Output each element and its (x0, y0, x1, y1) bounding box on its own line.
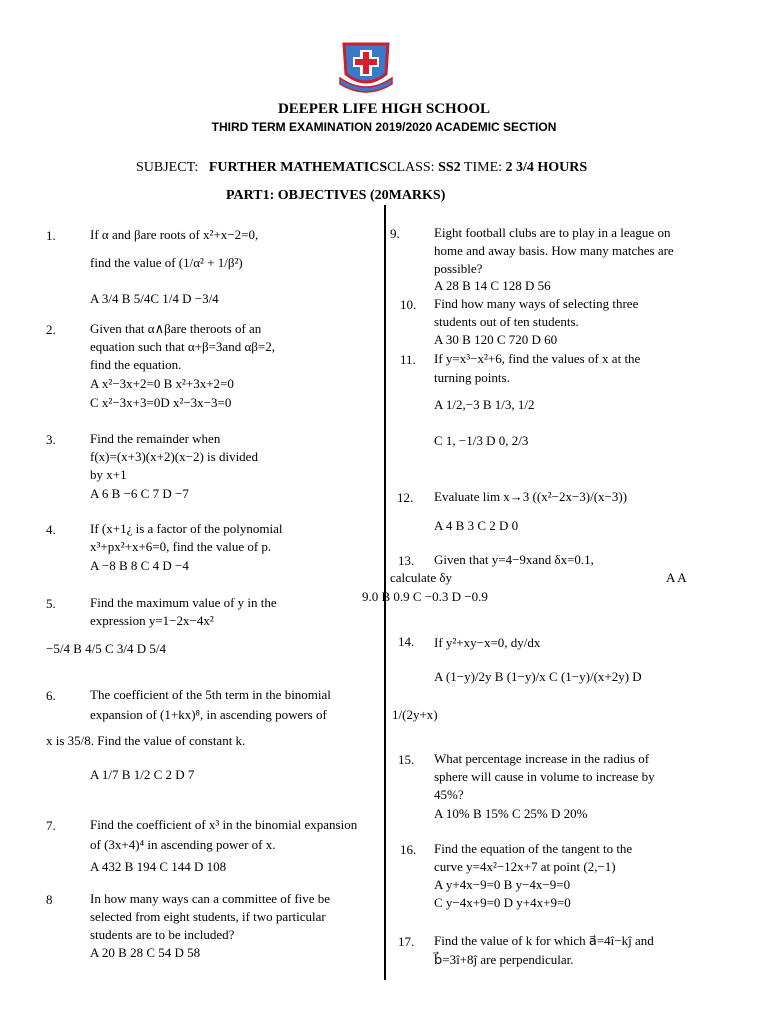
answer-options: A 28 B 14 C 128 D 56 (434, 278, 551, 293)
answer-options: A 6 B −6 C 7 D −7 (90, 486, 189, 501)
question-number: 3. (46, 432, 56, 447)
answer-options: A 3/4 B 5/4C 1/4 D −3/4 (90, 291, 219, 306)
answer-options: C 1, −1/3 D 0, 2/3 (434, 433, 529, 448)
question-line: students out of ten students. (434, 314, 579, 329)
question-line: x³+px²+x+6=0, find the value of p. (90, 539, 272, 554)
question-line: Find the coefficient of x³ in the binomial expansion (90, 817, 358, 832)
question-number: 4. (46, 522, 56, 537)
question-line: calculate δy (390, 570, 453, 585)
question-number: 12. (397, 490, 414, 505)
question-number: 7. (46, 818, 56, 833)
question-line: expression y=1−2x−4x² (90, 613, 214, 628)
question-line: possible? (434, 261, 483, 276)
question-line: In how many ways can a committee of five be (90, 891, 331, 906)
question-line: If y=x³−x²+6, find the values of x at the (434, 351, 641, 366)
question-line: x is 35/8. Find the value of constant k. (46, 733, 246, 748)
question-line: If (x+1¿ is a factor of the polynomial (90, 521, 283, 536)
question-number: 16. (400, 842, 417, 857)
answer-options: A 4 B 3 C 2 D 0 (434, 518, 519, 533)
question-line: If y²+xy−x=0, dy/dx (434, 635, 541, 650)
school-name: DEEPER LIFE HIGH SCHOOL (277, 101, 491, 117)
question-line: selected from eight students, if two particular (90, 909, 326, 924)
question-line: expansion of (1+kx)⁸, in ascending powers of (90, 707, 327, 722)
answer-options: A 10% B 15% C 25% D 20% (434, 806, 588, 821)
question-number: 5. (46, 596, 56, 611)
question-line: Given that α∧βare theroots of an (90, 321, 262, 336)
answer-options: C y−4x+9=0 D y+4x+9=0 (434, 895, 571, 910)
question-number: 9. (390, 226, 400, 241)
question-number: 6. (46, 688, 56, 703)
question-number: 8 (46, 892, 53, 907)
class-value: SS2 (438, 160, 461, 175)
question-line: by x+1 (90, 467, 127, 482)
answer-options: 1/(2y+x) (392, 707, 438, 722)
question-line: equation such that α+β=3and αβ=2, (90, 339, 275, 354)
question-line: home and away basis. How many matches are (434, 243, 674, 258)
answer-options: A 30 B 120 C 720 D 60 (434, 332, 558, 347)
question-number: 1. (46, 228, 56, 243)
question-number: 11. (400, 352, 416, 367)
part-title: PART1: OBJECTIVES (20MARKS) (226, 188, 446, 203)
subject-line (136, 160, 587, 177)
question-line: Eight football clubs are to play in a league on (434, 225, 671, 240)
question-line: Find the remainder when (90, 431, 221, 446)
subject-value: FURTHER MATHEMATICS (208, 160, 388, 175)
question-line: Find the equation of the tangent to the (434, 841, 633, 856)
class-label: CLASS: (387, 160, 435, 175)
question-line: curve y=4x²−12x+7 at point (2,−1) (434, 859, 616, 874)
answer-options: A 20 B 28 C 54 D 58 (90, 945, 201, 960)
time-label: TIME: (463, 160, 503, 175)
answer-options: 9.0 B 0.9 C −0.3 D −0.9 (362, 589, 488, 604)
question-line: find the value of (1/α² + 1/β²) (90, 255, 243, 270)
answer-options: A (1−y)/2y B (1−y)/x C (1−y)/(x+2y) D (434, 669, 642, 684)
question-line: Evaluate lim x→3 ((x²−2x−3)/(x−3)) (434, 489, 628, 504)
question-line: The coefficient of the 5th term in the binomial (90, 687, 331, 702)
question-number: 15. (398, 752, 415, 767)
question-line: sphere will cause in volume to increase by (434, 769, 655, 784)
question-line: f(x)=(x+3)(x+2)(x−2) is divided (90, 449, 258, 464)
question-line: 45%? (434, 787, 464, 802)
answer-options: A 1/2,−3 B 1/3, 1/2 (434, 397, 535, 412)
question-number: 14. (398, 634, 415, 649)
question-line: Find the maximum value of y in the (90, 595, 277, 610)
time-value: 2 3/4 HOURS (505, 160, 588, 175)
answer-options: C x²−3x+3=0D x²−3x−3=0 (90, 395, 232, 410)
question-line: A A (666, 570, 687, 585)
subject-label: SUBJECT: (136, 160, 199, 175)
question-number: 13. (398, 553, 415, 568)
question-line: What percentage increase in the radius of (434, 751, 650, 766)
answer-options: A 1/7 B 1/2 C 2 D 7 (90, 767, 195, 782)
answer-options: A 432 B 194 C 144 D 108 (90, 859, 227, 874)
school-crest-logo (336, 38, 396, 94)
question-line: students are to be included? (90, 927, 235, 942)
answer-options: A x²−3x+2=0 B x²+3x+2=0 (90, 376, 234, 391)
question-number: 2. (46, 322, 56, 337)
question-line: of (3x+4)⁴ in ascending power of x. (90, 837, 276, 852)
question-line: Find the value of k for which a⃗=4î−kĵ and (434, 933, 654, 948)
question-line: turning points. (434, 370, 510, 385)
question-number: 17. (398, 934, 415, 949)
answer-options: −5/4 B 4/5 C 3/4 D 5/4 (46, 641, 167, 656)
question-number: 10. (400, 297, 417, 312)
question-line: Find how many ways of selecting three (434, 296, 639, 311)
exam-title: THIRD TERM EXAMINATION 2019/2020 ACADEMIC SECTION (211, 120, 557, 134)
question-line: If α and βare roots of x²+x−2=0, (90, 227, 259, 242)
answer-options: A y+4x−9=0 B y−4x−9=0 (434, 877, 571, 892)
question-line: find the equation. (90, 357, 182, 372)
answer-options: A −8 B 8 C 4 D −4 (90, 558, 189, 573)
question-line: Given that y=4−9xand δx=0.1, (434, 552, 594, 567)
question-line: b⃗=3î+8ĵ are perpendicular. (434, 952, 574, 967)
